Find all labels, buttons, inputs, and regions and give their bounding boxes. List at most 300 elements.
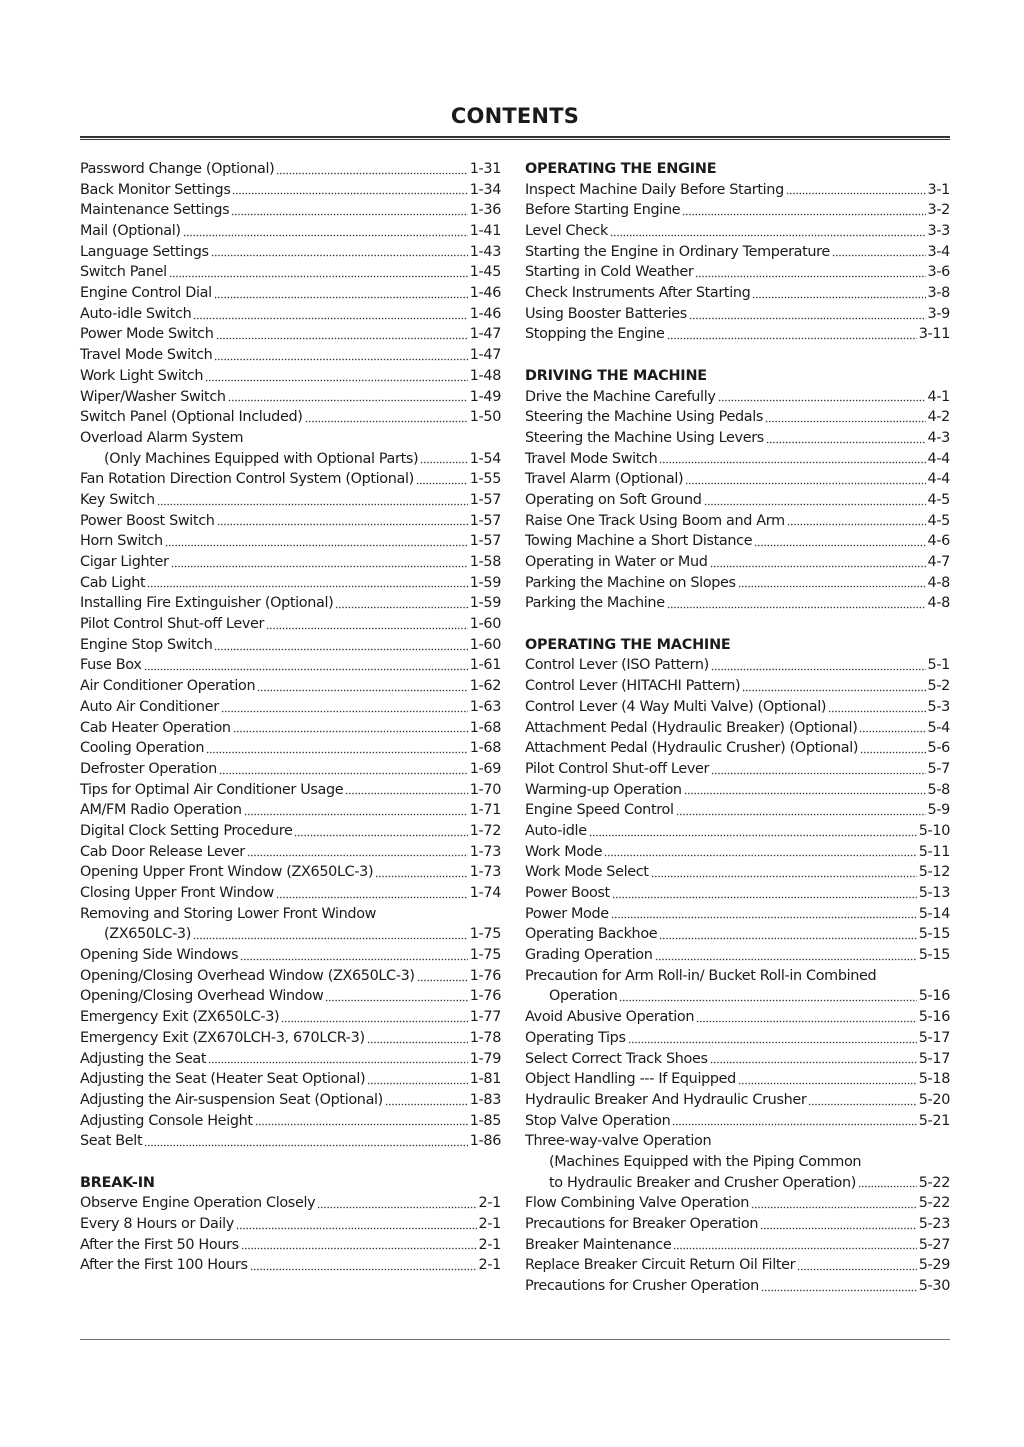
section-heading-operating-engine: OPERATING THE ENGINE xyxy=(525,161,717,177)
toc-entry[interactable] xyxy=(80,656,501,677)
toc-entry-page: 4-3 xyxy=(927,429,950,446)
toc-entry-title: Operating on Soft Ground xyxy=(525,491,702,508)
toc-entry-title: Steering the Machine Using Pedals xyxy=(525,409,764,426)
toc-entry-title: Parking the Machine xyxy=(525,595,665,612)
toc-entry[interactable] xyxy=(525,387,950,408)
dot-leader xyxy=(144,1144,467,1147)
toc-entry-title: Back Monitor Settings xyxy=(80,181,231,198)
toc-entry[interactable] xyxy=(80,387,501,408)
contents-left-column xyxy=(80,159,501,1276)
dot-leader xyxy=(233,730,468,733)
dot-leader xyxy=(250,1268,477,1271)
toc-entry[interactable] xyxy=(80,759,501,780)
toc-entry-page: 1-76 xyxy=(469,988,501,1005)
toc-entry-page: 1-57 xyxy=(469,491,501,508)
toc-entry[interactable] xyxy=(525,780,950,801)
toc-entry-page: 1-59 xyxy=(469,574,501,591)
toc-entry-title: Before Starting Engine xyxy=(525,202,681,219)
dot-leader xyxy=(859,730,925,733)
toc-entry-title: Raise One Track Using Boom and Arm xyxy=(525,512,785,529)
toc-entry-page: 1-81 xyxy=(469,1071,501,1088)
toc-entry[interactable] xyxy=(80,780,501,801)
toc-entry[interactable] xyxy=(80,490,501,511)
toc-entry[interactable] xyxy=(80,159,501,180)
toc-entry-page: 1-68 xyxy=(469,740,501,757)
dot-leader xyxy=(742,689,925,692)
toc-entry[interactable] xyxy=(525,1007,950,1028)
toc-entry[interactable] xyxy=(80,180,501,201)
toc-entry[interactable] xyxy=(80,676,501,697)
dot-leader xyxy=(685,482,925,485)
toc-entry-page: 4-2 xyxy=(927,409,950,426)
dot-leader xyxy=(604,854,917,857)
toc-entry-page: 1-54 xyxy=(469,450,501,467)
toc-entry-title: Horn Switch xyxy=(80,533,163,550)
toc-entry[interactable] xyxy=(525,676,950,697)
toc-entry[interactable] xyxy=(525,1111,950,1132)
entries-group xyxy=(80,159,501,1152)
toc-entry[interactable] xyxy=(525,242,950,263)
toc-entry-page: 1-57 xyxy=(469,533,501,550)
toc-entry[interactable] xyxy=(80,304,501,325)
toc-entry[interactable] xyxy=(525,1152,950,1173)
toc-entry-title: (ZX650LC-3) xyxy=(104,926,191,943)
toc-entry[interactable] xyxy=(80,697,501,718)
toc-entry-title: Language Settings xyxy=(80,243,209,260)
toc-entry[interactable] xyxy=(80,573,501,594)
toc-entry[interactable] xyxy=(80,738,501,759)
toc-entry-title: Opening/Closing Overhead Window (ZX650LC-3) xyxy=(80,967,415,984)
dot-leader xyxy=(420,461,467,464)
dot-leader xyxy=(244,813,468,816)
dot-leader xyxy=(217,523,468,526)
toc-entry-title: Opening Upper Front Window (ZX650LC-3) xyxy=(80,864,374,881)
toc-entry-title: Adjusting the Seat (Heater Seat Optional) xyxy=(80,1071,366,1088)
toc-entry-title: Observe Engine Operation Closely xyxy=(80,1195,316,1212)
toc-entry[interactable] xyxy=(525,407,950,428)
dot-leader xyxy=(786,192,926,195)
toc-entry[interactable] xyxy=(80,987,501,1008)
toc-entry-title: Work Mode Select xyxy=(525,864,649,881)
toc-entry[interactable] xyxy=(525,656,950,677)
toc-entry-page: 1-71 xyxy=(469,802,501,819)
dot-leader xyxy=(667,337,917,340)
toc-entry[interactable] xyxy=(525,511,950,532)
toc-entry[interactable] xyxy=(80,821,501,842)
toc-entry[interactable] xyxy=(525,966,950,987)
toc-entry[interactable] xyxy=(525,1131,950,1152)
toc-entry-page: 1-46 xyxy=(469,285,501,302)
toc-entry-title: Hydraulic Breaker And Hydraulic Crusher xyxy=(525,1091,807,1108)
toc-entry[interactable] xyxy=(80,593,501,614)
toc-entry[interactable] xyxy=(80,1007,501,1028)
toc-entry[interactable] xyxy=(525,304,950,325)
dot-leader xyxy=(375,875,468,878)
toc-entry[interactable] xyxy=(525,200,950,221)
toc-entry[interactable] xyxy=(525,945,950,966)
dot-leader xyxy=(281,1020,467,1023)
toc-entry[interactable] xyxy=(525,904,950,925)
toc-entry[interactable] xyxy=(80,1090,501,1111)
toc-entry[interactable] xyxy=(80,924,501,945)
toc-entry[interactable] xyxy=(525,1214,950,1235)
dot-leader xyxy=(144,668,468,671)
toc-entry[interactable] xyxy=(525,1255,950,1276)
toc-entry[interactable] xyxy=(80,1235,501,1256)
toc-entry-title: Maintenance Settings xyxy=(80,202,230,219)
dot-leader xyxy=(787,523,926,526)
toc-entry-title: Control Lever (ISO Pattern) xyxy=(525,657,709,674)
dot-leader xyxy=(760,1227,917,1230)
dot-leader xyxy=(417,979,468,982)
toc-entry-title: Control Lever (HITACHI Pattern) xyxy=(525,678,741,695)
toc-entry[interactable] xyxy=(80,1255,501,1276)
toc-entry[interactable] xyxy=(525,1235,950,1256)
toc-entry-title: Travel Mode Switch xyxy=(80,347,213,364)
contents-right-column xyxy=(525,159,950,1297)
toc-entry[interactable] xyxy=(80,221,501,242)
toc-entry-page: 5-18 xyxy=(918,1071,950,1088)
toc-entry[interactable] xyxy=(525,1193,950,1214)
toc-entry-page: 5-21 xyxy=(918,1112,950,1129)
toc-entry-title: Fan Rotation Direction Control System (Optional) xyxy=(80,471,414,488)
toc-entry-page: 1-78 xyxy=(469,1029,501,1046)
dot-leader xyxy=(738,585,926,588)
toc-entry-page: 5-8 xyxy=(927,781,950,798)
toc-entry[interactable] xyxy=(525,180,950,201)
toc-entry[interactable] xyxy=(80,531,501,552)
dot-leader xyxy=(619,999,916,1002)
toc-entry[interactable] xyxy=(525,593,950,614)
toc-entry-title: Using Booster Batteries xyxy=(525,305,687,322)
toc-entry-title: Operation xyxy=(549,988,618,1005)
toc-entry[interactable] xyxy=(525,262,950,283)
entries-group xyxy=(80,1193,501,1276)
toc-entry-title: Select Correct Track Shoes xyxy=(525,1050,708,1067)
dot-leader xyxy=(165,544,468,547)
toc-entry-page: 5-11 xyxy=(918,843,950,860)
toc-entry[interactable] xyxy=(525,1173,950,1194)
dot-leader xyxy=(276,172,467,175)
toc-entry[interactable] xyxy=(80,407,501,428)
toc-entry[interactable] xyxy=(525,800,950,821)
toc-entry-page: 5-14 xyxy=(918,905,950,922)
toc-entry[interactable] xyxy=(80,842,501,863)
toc-entry-title: After the First 100 Hours xyxy=(80,1257,248,1274)
toc-entry-title: Attachment Pedal (Hydraulic Crusher) (Optional) xyxy=(525,740,859,757)
toc-entry-title: AM/FM Radio Operation xyxy=(80,802,242,819)
toc-entry-page: 1-70 xyxy=(469,781,501,798)
dot-leader xyxy=(214,296,468,299)
toc-entry-title: Cab Heater Operation xyxy=(80,719,231,736)
dot-leader xyxy=(294,834,467,837)
toc-entry-page: 5-15 xyxy=(918,947,950,964)
toc-entry-page: 1-34 xyxy=(469,181,501,198)
toc-entry-page: 5-29 xyxy=(918,1257,950,1274)
toc-entry-page: 5-4 xyxy=(927,719,950,736)
dot-leader xyxy=(305,420,468,423)
toc-entry-title: Three-way-valve Operation xyxy=(525,1133,712,1150)
toc-entry[interactable] xyxy=(525,428,950,449)
toc-entry-title: Pilot Control Shut-off Lever xyxy=(80,616,265,633)
toc-entry-title: Stop Valve Operation xyxy=(525,1112,671,1129)
dot-leader xyxy=(610,234,926,237)
toc-entry-page: 5-17 xyxy=(918,1029,950,1046)
toc-entry-page: 1-69 xyxy=(469,760,501,777)
toc-entry-page: 1-43 xyxy=(469,243,501,260)
toc-entry-page: 1-55 xyxy=(469,471,501,488)
toc-entry-page: 1-79 xyxy=(469,1050,501,1067)
toc-entry-page: 1-63 xyxy=(469,698,501,715)
toc-entry-page: 4-8 xyxy=(927,574,950,591)
toc-entry[interactable] xyxy=(525,469,950,490)
dot-leader xyxy=(797,1268,917,1271)
dot-leader xyxy=(673,1247,916,1250)
dot-leader xyxy=(240,958,468,961)
toc-entry[interactable] xyxy=(80,614,501,635)
toc-entry-title: Key Switch xyxy=(80,491,155,508)
toc-entry[interactable] xyxy=(525,924,950,945)
toc-entry[interactable] xyxy=(80,325,501,346)
toc-entry-title: Switch Panel xyxy=(80,264,167,281)
toc-entry-title: Check Instruments After Starting xyxy=(525,285,751,302)
toc-entry-page: 1-74 xyxy=(469,885,501,902)
toc-entry-title: Towing Machine a Short Distance xyxy=(525,533,753,550)
toc-entry-page: 1-73 xyxy=(469,843,501,860)
toc-entry-title: Adjusting the Seat xyxy=(80,1050,207,1067)
toc-entry-page: 1-45 xyxy=(469,264,501,281)
toc-entry[interactable] xyxy=(80,428,501,449)
toc-entry-title: Operating Tips xyxy=(525,1029,626,1046)
toc-entry[interactable] xyxy=(525,738,950,759)
dot-leader xyxy=(216,337,468,340)
toc-entry-page: 1-48 xyxy=(469,367,501,384)
dot-leader xyxy=(611,916,917,919)
toc-entry[interactable] xyxy=(80,1028,501,1049)
dot-leader xyxy=(214,358,467,361)
toc-entry-page: 1-72 xyxy=(469,822,501,839)
toc-entry-page: 5-1 xyxy=(927,657,950,674)
toc-entry[interactable] xyxy=(525,883,950,904)
toc-entry[interactable] xyxy=(525,531,950,552)
toc-entry-title: Defroster Operation xyxy=(80,760,217,777)
dot-leader xyxy=(672,1123,916,1126)
toc-entry-page: 3-3 xyxy=(927,223,950,240)
toc-entry-title: Emergency Exit (ZX670LCH-3, 670LCR-3) xyxy=(80,1029,365,1046)
toc-entry[interactable] xyxy=(525,842,950,863)
toc-entry[interactable] xyxy=(80,345,501,366)
toc-entry[interactable] xyxy=(525,490,950,511)
toc-entry-page: 1-31 xyxy=(469,160,501,177)
toc-entry-title: Travel Alarm (Optional) xyxy=(525,471,684,488)
toc-entry[interactable] xyxy=(525,987,950,1008)
toc-entry[interactable] xyxy=(80,718,501,739)
dot-leader xyxy=(710,565,926,568)
toc-entry-title: Grading Operation xyxy=(525,947,653,964)
toc-entry-title: Cab Door Release Lever xyxy=(80,843,245,860)
toc-entry[interactable] xyxy=(525,759,950,780)
toc-entry[interactable] xyxy=(525,1276,950,1297)
toc-entry[interactable] xyxy=(525,325,950,346)
toc-entry[interactable] xyxy=(80,966,501,987)
toc-entry-title: Warming-up Operation xyxy=(525,781,682,798)
toc-entry[interactable] xyxy=(525,221,950,242)
toc-entry[interactable] xyxy=(525,1069,950,1090)
dot-leader xyxy=(651,875,917,878)
toc-entry[interactable] xyxy=(80,1131,501,1152)
toc-entry[interactable] xyxy=(80,1049,501,1070)
toc-entry[interactable] xyxy=(80,242,501,263)
dot-leader xyxy=(858,1185,917,1188)
toc-entry[interactable] xyxy=(525,862,950,883)
page-title: CONTENTS xyxy=(450,104,580,128)
dot-leader xyxy=(828,710,925,713)
dot-leader xyxy=(208,1061,468,1064)
dot-leader xyxy=(711,668,926,671)
toc-entry[interactable] xyxy=(80,283,501,304)
toc-entry-title: Control Lever (4 Way Multi Valve) (Optional) xyxy=(525,698,827,715)
toc-entry-page: 5-20 xyxy=(918,1091,950,1108)
dot-leader xyxy=(236,1227,477,1230)
toc-entry[interactable] xyxy=(80,945,501,966)
toc-entry[interactable] xyxy=(80,800,501,821)
toc-entry-title: Breaker Maintenance xyxy=(525,1236,672,1253)
dot-leader xyxy=(628,1041,917,1044)
dot-leader xyxy=(766,441,926,444)
dot-leader xyxy=(860,751,925,754)
toc-entry[interactable] xyxy=(80,862,501,883)
toc-entry[interactable] xyxy=(525,1049,950,1070)
dot-leader xyxy=(214,648,467,651)
toc-entry[interactable] xyxy=(80,449,501,470)
toc-entry-page: 1-68 xyxy=(469,719,501,736)
toc-entry[interactable] xyxy=(80,1193,501,1214)
toc-entry[interactable] xyxy=(80,469,501,490)
toc-entry-page: 5-16 xyxy=(918,1009,950,1026)
toc-entry-page: 4-6 xyxy=(927,533,950,550)
toc-entry[interactable] xyxy=(80,635,501,656)
toc-entry[interactable] xyxy=(525,1028,950,1049)
dot-leader xyxy=(385,1103,468,1106)
toc-entry[interactable] xyxy=(80,883,501,904)
toc-entry-title: Operating Backhoe xyxy=(525,926,658,943)
toc-entry-title: Seat Belt xyxy=(80,1133,143,1150)
dot-leader xyxy=(219,772,468,775)
entries-group xyxy=(525,180,950,346)
toc-entry[interactable] xyxy=(525,552,950,573)
toc-entry-page: 5-3 xyxy=(927,698,950,715)
toc-entry-page: 4-4 xyxy=(927,471,950,488)
toc-entry-title: Password Change (Optional) xyxy=(80,160,275,177)
dot-leader xyxy=(718,399,926,402)
toc-entry[interactable] xyxy=(80,200,501,221)
dot-leader xyxy=(193,937,468,940)
toc-entry[interactable] xyxy=(525,1090,950,1111)
toc-entry[interactable] xyxy=(525,821,950,842)
dot-leader xyxy=(684,792,926,795)
dot-leader xyxy=(317,1206,476,1209)
toc-entry[interactable] xyxy=(80,1069,501,1090)
toc-entry[interactable] xyxy=(80,904,501,925)
toc-entry-page: 1-41 xyxy=(469,223,501,240)
toc-entry-page: 1-58 xyxy=(469,554,501,571)
toc-entry-page: 1-76 xyxy=(469,967,501,984)
toc-entry[interactable] xyxy=(525,449,950,470)
toc-entry[interactable] xyxy=(525,573,950,594)
toc-entry[interactable] xyxy=(525,283,950,304)
toc-entry-page: 5-23 xyxy=(918,1216,950,1233)
toc-entry[interactable] xyxy=(80,366,501,387)
toc-entry[interactable] xyxy=(80,1111,501,1132)
title-divider xyxy=(80,136,950,140)
toc-entry-title: Switch Panel (Optional Included) xyxy=(80,409,303,426)
dot-leader xyxy=(832,254,926,257)
toc-entry-page: 1-57 xyxy=(469,512,501,529)
toc-entry-page: 3-11 xyxy=(918,326,950,343)
entries-group xyxy=(525,387,950,615)
toc-entry-page: 1-75 xyxy=(469,947,501,964)
section-heading-break-in: BREAK-IN xyxy=(80,1174,155,1191)
toc-entry-page: 2-1 xyxy=(478,1216,501,1233)
dot-leader xyxy=(667,606,926,609)
toc-entry-title: Work Mode xyxy=(525,843,603,860)
toc-entry[interactable] xyxy=(80,552,501,573)
toc-entry-page: 5-13 xyxy=(918,885,950,902)
dot-leader xyxy=(689,317,926,320)
toc-entry-page: 5-17 xyxy=(918,1050,950,1067)
dot-leader xyxy=(416,482,468,485)
toc-entry-page: 5-2 xyxy=(927,678,950,695)
toc-entry-title: (Machines Equipped with the Piping Common xyxy=(549,1153,862,1170)
toc-entry-page: 1-77 xyxy=(469,1009,501,1026)
toc-entry-title: Precautions for Crusher Operation xyxy=(525,1278,759,1295)
toc-entry[interactable] xyxy=(80,1214,501,1235)
toc-entry-title: Wiper/Washer Switch xyxy=(80,388,226,405)
toc-entry-page: 2-1 xyxy=(478,1195,501,1212)
toc-entry-title: Engine Speed Control xyxy=(525,802,674,819)
toc-entry-page: 4-5 xyxy=(927,491,950,508)
toc-entry-title: Engine Control Dial xyxy=(80,285,212,302)
section-heading-operating-machine: OPERATING THE MACHINE xyxy=(525,636,731,653)
dot-leader xyxy=(231,213,467,216)
toc-entry-title: Flow Combining Valve Operation xyxy=(525,1195,749,1212)
dot-leader xyxy=(325,999,467,1002)
dot-leader xyxy=(612,896,917,899)
toc-entry[interactable] xyxy=(525,718,950,739)
toc-entry-page: 1-83 xyxy=(469,1091,501,1108)
dot-leader xyxy=(255,1123,468,1126)
dot-leader xyxy=(761,1289,917,1292)
toc-entry[interactable] xyxy=(80,511,501,532)
toc-entry-title: Operating in Water or Mud xyxy=(525,554,708,571)
toc-entry-page: 1-86 xyxy=(469,1133,501,1150)
toc-entry-title: Tips for Optimal Air Conditioner Usage xyxy=(80,781,344,798)
toc-entry-page: 3-9 xyxy=(927,305,950,322)
toc-entry-page: 4-5 xyxy=(927,512,950,529)
toc-entry-title: Auto-idle Switch xyxy=(80,305,192,322)
toc-entry-page: 3-6 xyxy=(927,264,950,281)
toc-entry-title: Power Boost xyxy=(525,885,610,902)
section-heading-driving: DRIVING THE MACHINE xyxy=(525,367,707,384)
toc-entry-title: Cab Light xyxy=(80,574,146,591)
toc-entry-title: Digital Clock Setting Procedure xyxy=(80,822,293,839)
toc-entry-title: Installing Fire Extinguisher (Optional) xyxy=(80,595,334,612)
toc-entry[interactable] xyxy=(525,697,950,718)
dot-leader xyxy=(221,710,468,713)
toc-entry-title: Inspect Machine Daily Before Starting xyxy=(525,181,784,198)
toc-entry-page: 5-22 xyxy=(918,1195,950,1212)
toc-entry[interactable] xyxy=(80,262,501,283)
